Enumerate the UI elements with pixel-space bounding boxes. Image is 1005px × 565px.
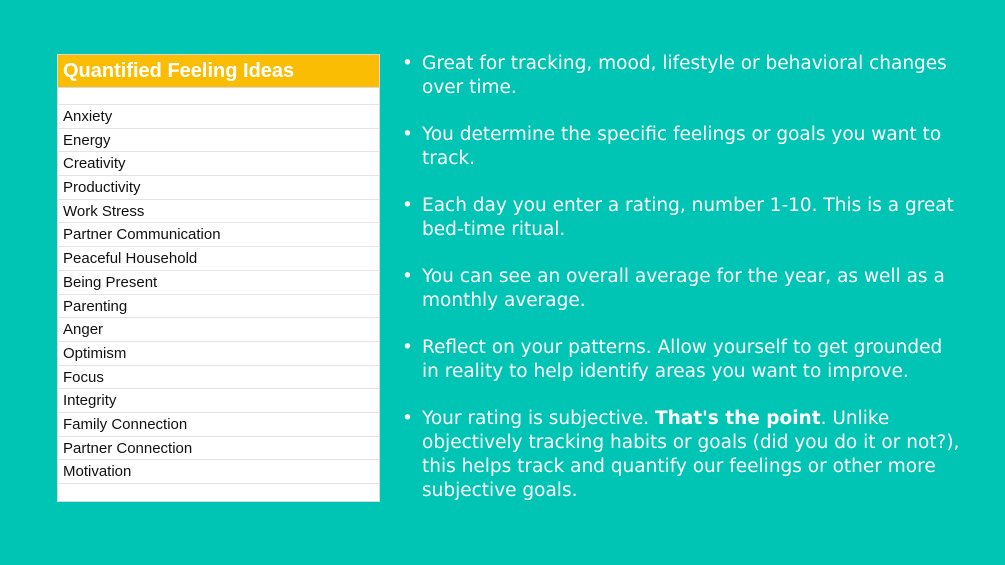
sheet-row: Peaceful Household: [58, 247, 379, 271]
bullet-icon: •: [402, 53, 413, 74]
bullet-icon: •: [402, 195, 413, 216]
sheet-row: Optimism: [58, 342, 379, 366]
sheet-row: Energy: [58, 129, 379, 153]
sheet-empty-row: [58, 88, 379, 105]
feeling-ideas-sheet: [57, 54, 380, 502]
bullet-icon: •: [402, 124, 413, 145]
bullet-list: [402, 52, 962, 526]
bullet-item: [402, 336, 962, 384]
sheet-row: Anxiety: [58, 105, 379, 129]
sheet-row: Motivation: [58, 460, 379, 484]
bullet-text-bold: That's the point: [655, 408, 821, 429]
bullet-icon: •: [402, 337, 413, 358]
sheet-row: Productivity: [58, 176, 379, 200]
bullet-icon: •: [402, 408, 413, 429]
bullet-text-end: . Unlike objectively tracking habits or goals (did you do it or not?), this helps track and quantify our feelings or other more subjective goals.: [422, 408, 960, 501]
bullet-text-start: Your rating is subjective.: [422, 408, 656, 429]
bullet-item: [402, 123, 962, 171]
bullet-text: You determine the specific feelings or goals you want to track.: [422, 124, 942, 169]
sheet-row: Partner Connection: [58, 437, 379, 461]
bullet-icon: •: [402, 266, 413, 287]
bullet-item: [402, 407, 962, 503]
bullet-item: [402, 52, 962, 100]
sheet-title: Quantified Feeling Ideas: [58, 55, 379, 88]
sheet-row: Focus: [58, 366, 379, 390]
sheet-row: Creativity: [58, 152, 379, 176]
sheet-row: Anger: [58, 318, 379, 342]
sheet-row: Partner Communication: [58, 223, 379, 247]
bullet-text: Great for tracking, mood, lifestyle or behavioral changes over time.: [422, 53, 947, 98]
sheet-row: Integrity: [58, 389, 379, 413]
sheet-row: Family Connection: [58, 413, 379, 437]
sheet-row: Being Present: [58, 271, 379, 295]
bullet-text: Reflect on your patterns. Allow yourself to get grounded in reality to help identify areas you want to improve.: [422, 337, 943, 382]
sheet-row: Work Stress: [58, 200, 379, 224]
sheet-row: Parenting: [58, 295, 379, 319]
bullet-text: Each day you enter a rating, number 1-10. This is a great bed-time ritual.: [422, 195, 954, 240]
bullet-item: [402, 265, 962, 313]
bullet-text: You can see an overall average for the year, as well as a monthly average.: [422, 266, 945, 311]
bullet-item: [402, 194, 962, 242]
